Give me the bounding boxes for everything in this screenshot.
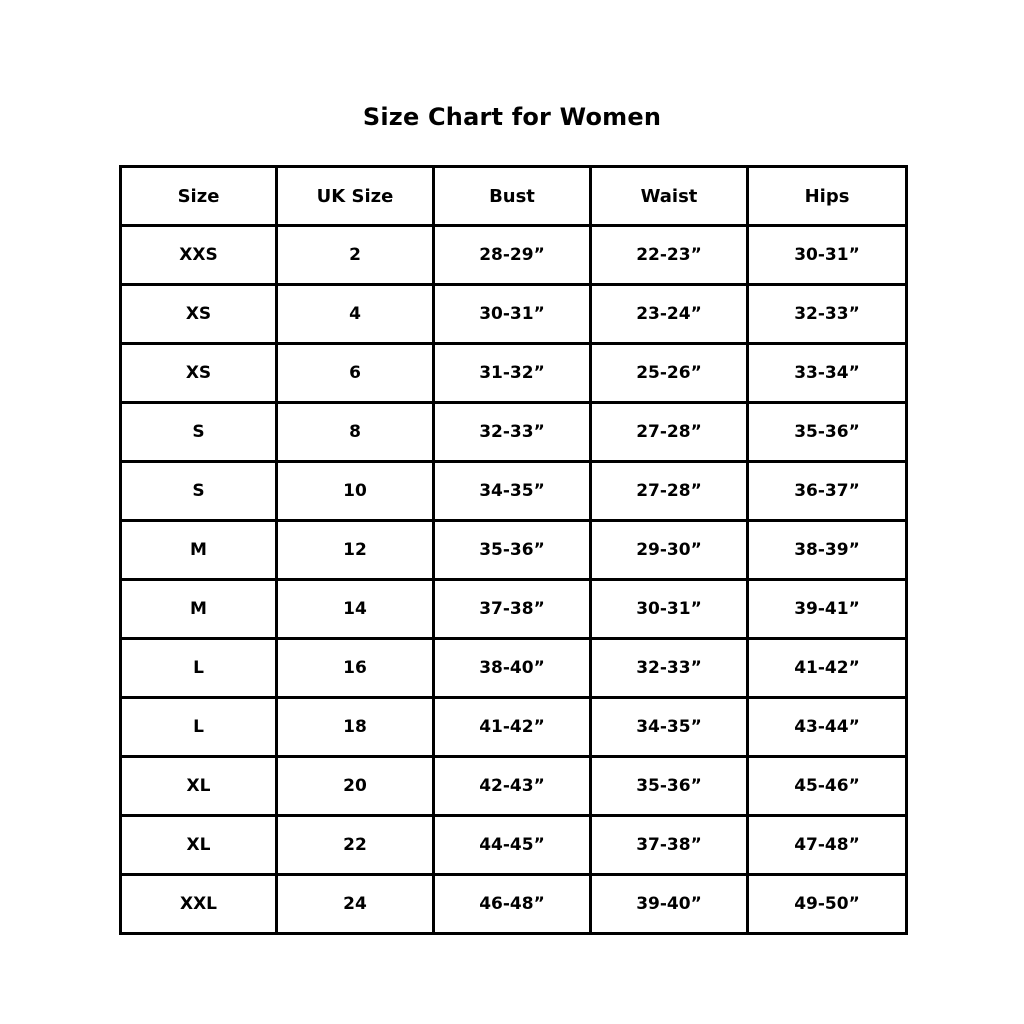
cell-size: XXS <box>121 226 277 285</box>
table-row <box>121 757 907 816</box>
cell-waist: 25-26” <box>591 344 748 403</box>
cell-waist: 34-35” <box>591 698 748 757</box>
cell-size: L <box>121 698 277 757</box>
table-header <box>121 167 907 226</box>
cell-size: XL <box>121 816 277 875</box>
table-row <box>121 226 907 285</box>
table-row <box>121 521 907 580</box>
cell-bust: 41-42” <box>434 698 591 757</box>
cell-uk-size: 8 <box>277 403 434 462</box>
cell-bust: 38-40” <box>434 639 591 698</box>
cell-waist: 23-24” <box>591 285 748 344</box>
cell-hips: 45-46” <box>748 757 907 816</box>
cell-uk-size: 6 <box>277 344 434 403</box>
cell-waist: 22-23” <box>591 226 748 285</box>
cell-size: M <box>121 580 277 639</box>
page-title: Size Chart for Women <box>362 103 662 131</box>
cell-size: XL <box>121 757 277 816</box>
size-chart-table-container <box>119 165 905 935</box>
cell-hips: 35-36” <box>748 403 907 462</box>
cell-size: XS <box>121 285 277 344</box>
cell-uk-size: 20 <box>277 757 434 816</box>
cell-hips: 38-39” <box>748 521 907 580</box>
cell-size: M <box>121 521 277 580</box>
cell-hips: 39-41” <box>748 580 907 639</box>
column-header-hips: Hips <box>748 167 907 226</box>
cell-waist: 30-31” <box>591 580 748 639</box>
cell-uk-size: 24 <box>277 875 434 934</box>
cell-hips: 49-50” <box>748 875 907 934</box>
table-row <box>121 875 907 934</box>
cell-hips: 43-44” <box>748 698 907 757</box>
cell-uk-size: 2 <box>277 226 434 285</box>
table-row <box>121 639 907 698</box>
column-header-uk-size: UK Size <box>277 167 434 226</box>
column-header-size: Size <box>121 167 277 226</box>
cell-bust: 31-32” <box>434 344 591 403</box>
cell-bust: 35-36” <box>434 521 591 580</box>
cell-bust: 28-29” <box>434 226 591 285</box>
cell-uk-size: 22 <box>277 816 434 875</box>
table-row <box>121 698 907 757</box>
table-row <box>121 580 907 639</box>
cell-uk-size: 12 <box>277 521 434 580</box>
cell-hips: 32-33” <box>748 285 907 344</box>
cell-bust: 37-38” <box>434 580 591 639</box>
cell-size: L <box>121 639 277 698</box>
cell-size: S <box>121 462 277 521</box>
cell-hips: 36-37” <box>748 462 907 521</box>
cell-hips: 47-48” <box>748 816 907 875</box>
cell-size: XXL <box>121 875 277 934</box>
cell-waist: 29-30” <box>591 521 748 580</box>
cell-waist: 27-28” <box>591 403 748 462</box>
table-row <box>121 403 907 462</box>
size-chart-table <box>119 165 908 935</box>
cell-bust: 44-45” <box>434 816 591 875</box>
table-body <box>121 226 907 934</box>
cell-waist: 37-38” <box>591 816 748 875</box>
cell-bust: 32-33” <box>434 403 591 462</box>
table-row <box>121 462 907 521</box>
cell-hips: 33-34” <box>748 344 907 403</box>
table-row <box>121 344 907 403</box>
cell-bust: 30-31” <box>434 285 591 344</box>
cell-uk-size: 10 <box>277 462 434 521</box>
cell-uk-size: 4 <box>277 285 434 344</box>
cell-hips: 30-31” <box>748 226 907 285</box>
cell-size: XS <box>121 344 277 403</box>
table-row <box>121 816 907 875</box>
column-header-waist: Waist <box>591 167 748 226</box>
cell-waist: 39-40” <box>591 875 748 934</box>
table-row <box>121 285 907 344</box>
cell-waist: 35-36” <box>591 757 748 816</box>
cell-bust: 46-48” <box>434 875 591 934</box>
cell-uk-size: 18 <box>277 698 434 757</box>
cell-size: S <box>121 403 277 462</box>
table-header-row <box>121 167 907 226</box>
cell-hips: 41-42” <box>748 639 907 698</box>
cell-waist: 27-28” <box>591 462 748 521</box>
column-header-bust: Bust <box>434 167 591 226</box>
cell-uk-size: 14 <box>277 580 434 639</box>
cell-uk-size: 16 <box>277 639 434 698</box>
cell-bust: 34-35” <box>434 462 591 521</box>
cell-waist: 32-33” <box>591 639 748 698</box>
cell-bust: 42-43” <box>434 757 591 816</box>
